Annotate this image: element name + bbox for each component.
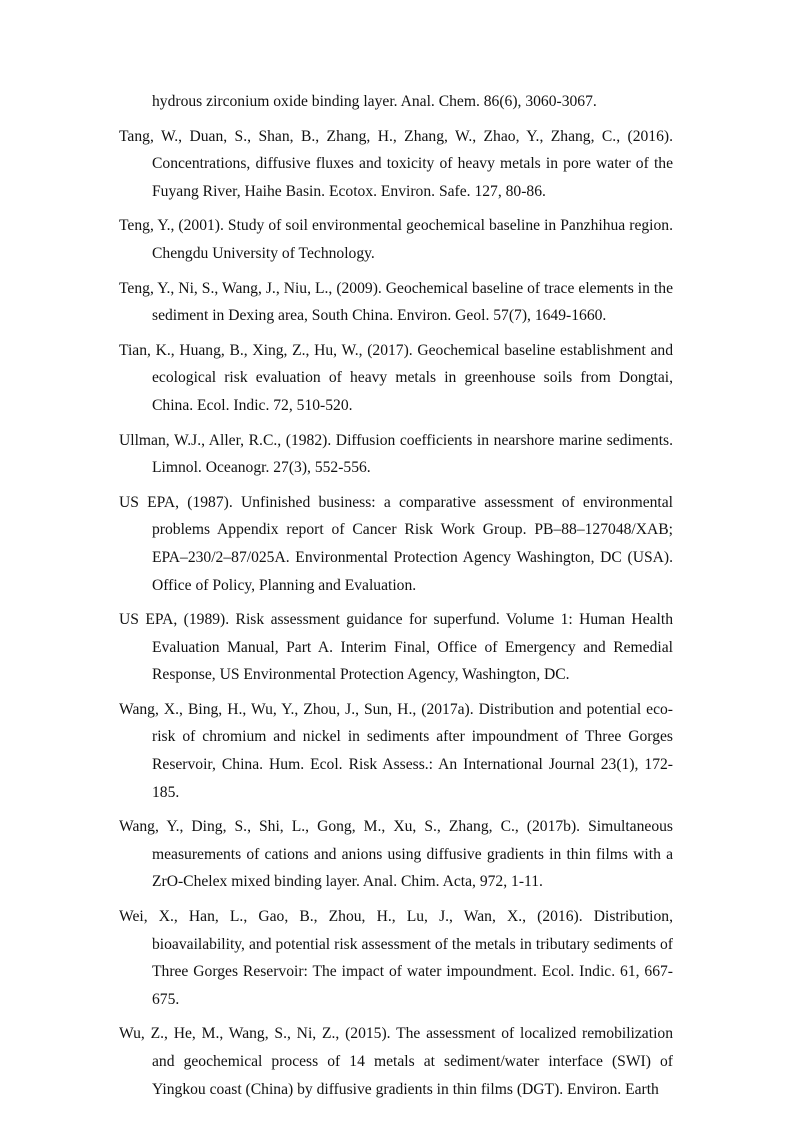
reference-entry: Teng, Y., Ni, S., Wang, J., Niu, L., (2009). Geochemical baseline of trace elements in the sediment in Dexing area, South China. Environ. Geol. 57(7), 1649-1660. <box>119 279 673 325</box>
reference-entry: Tang, W., Duan, S., Shan, B., Zhang, H., Zhang, W., Zhao, Y., Zhang, C., (2016). Concentrations, diffusive fluxes and toxicity of heavy metals in pore water of the Fuyang River, Haihe Basin. Ecotox. Environ. Safe. 127, 80-86. <box>119 127 673 200</box>
reference-entry: US EPA, (1989). Risk assessment guidance for superfund. Volume 1: Human Health Evaluation Manual, Part A. Interim Final, Office of Emergency and Remedial Response, US Environmental Protection Agency, Washington, DC. <box>119 611 673 684</box>
reference-entry: Wang, X., Bing, H., Wu, Y., Zhou, J., Sun, H., (2017a). Distribution and potential eco-risk of chromium and nickel in sediments after impoundment of Three Gorges Reservoir, China. Hum. Ecol. Risk Assess.: An International Journal 23(1), 172-185. <box>119 700 673 801</box>
reference-entry: hydrous zirconium oxide binding layer. Anal. Chem. 86(6), 3060-3067. <box>152 93 597 110</box>
reference-entry: Tian, K., Huang, B., Xing, Z., Hu, W., (2017). Geochemical baseline establishment and ecological risk evaluation of heavy metals in greenhouse soils from Dongtai, China. Ecol. Indic. 72, 510-520. <box>119 341 673 414</box>
reference-entry: Teng, Y., (2001). Study of soil environmental geochemical baseline in Panzhihua region. Chengdu University of Technology. <box>119 217 673 262</box>
reference-entry: Wei, X., Han, L., Gao, B., Zhou, H., Lu, J., Wan, X., (2016). Distribution, bioavailability, and potential risk assessment of the metals in tributary sediments of Three Gorges Reservoir: The impact of water impoundment. Ecol. Indic. 61, 667-675. <box>119 908 673 1008</box>
reference-entry: Wang, Y., Ding, S., Shi, L., Gong, M., Xu, S., Zhang, C., (2017b). Simultaneous measurements of cations and anions using diffusive gradients in thin films with a ZrO-Chelex mixed binding layer. Anal. Chim. Acta, 972, 1-11. <box>119 818 673 891</box>
reference-list <box>119 88 673 1110</box>
reference-entry: Wu, Z., He, M., Wang, S., Ni, Z., (2015). The assessment of localized remobilization and geochemical process of 14 metals at sediment/water interface (SWI) of Yingkou coast (China) by diffusive gradients in thin films (DGT). Environ. Earth <box>119 1025 673 1098</box>
reference-entry: Ullman, W.J., Aller, R.C., (1982). Diffusion coefficients in nearshore marine sediments. Limnol. Oceanogr. 27(3), 552-556. <box>119 431 673 477</box>
reference-entry: US EPA, (1987). Unfinished business: a comparative assessment of environmental problems Appendix report of Cancer Risk Work Group. PB–88–127048/XAB; EPA–230/2–87/025A. Environmental Protection Agency Washington, DC (USA). Office of Policy, Planning and Evaluation. <box>119 493 673 594</box>
